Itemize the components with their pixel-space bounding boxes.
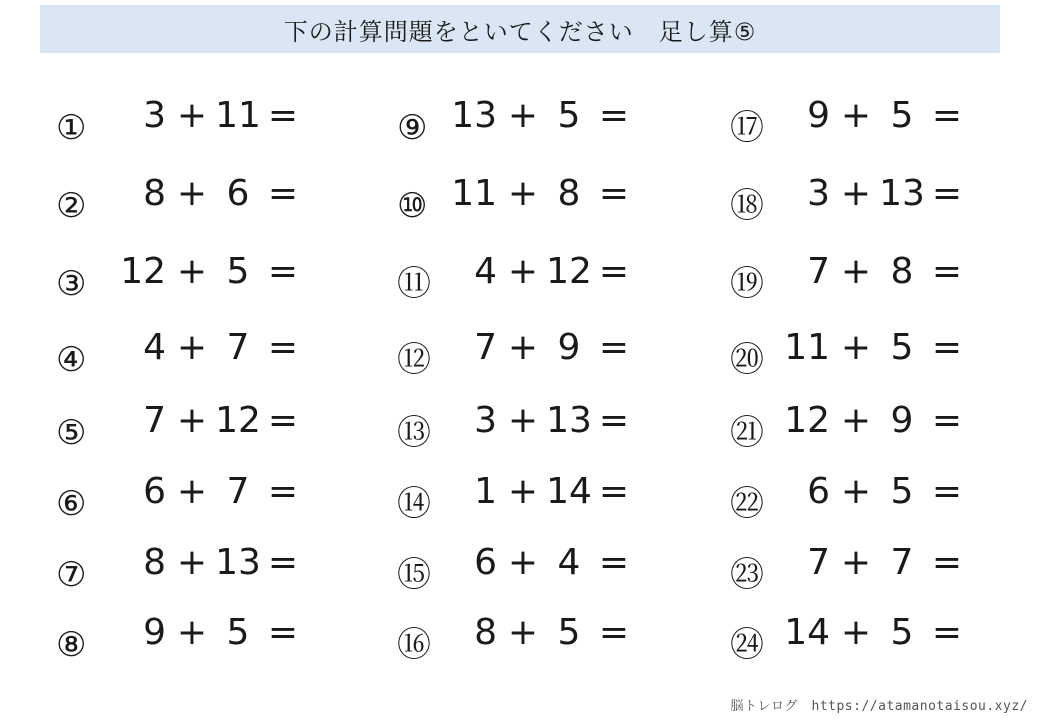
equals-sign: =	[267, 327, 299, 368]
problem-item	[397, 327, 717, 382]
problem-item	[730, 95, 1040, 150]
equals-sign: =	[598, 251, 630, 292]
operand-b: 5	[890, 612, 914, 653]
problem-item	[397, 542, 717, 597]
problem-number: ㉓	[730, 555, 764, 595]
equals-sign: =	[931, 400, 963, 441]
problem-number: ②	[56, 186, 87, 226]
problem-item	[56, 327, 376, 382]
operand-a: 6	[807, 471, 830, 512]
problem-item	[730, 612, 1040, 667]
problem-item	[397, 95, 717, 150]
problem-number: ④	[56, 340, 87, 380]
problem-item	[56, 251, 376, 306]
operand-b: 7	[226, 471, 250, 512]
problem-item	[730, 251, 1040, 306]
plus-sign: +	[507, 612, 539, 653]
equals-sign: =	[931, 95, 963, 136]
operand-a: 8	[143, 173, 166, 214]
operand-b: 13	[879, 173, 925, 214]
operand-a: 3	[807, 173, 830, 214]
operand-a: 1	[474, 471, 497, 512]
equals-sign: =	[267, 612, 299, 653]
operand-b: 6	[226, 173, 250, 214]
operand-b: 4	[557, 542, 581, 583]
problem-number: ①	[56, 108, 87, 148]
operand-b: 13	[215, 542, 261, 583]
equals-sign: =	[598, 173, 630, 214]
equals-sign: =	[598, 471, 630, 512]
problem-number: ⑩	[397, 186, 428, 226]
operand-a: 7	[143, 400, 166, 441]
problem-number: ㉒	[730, 484, 764, 524]
equals-sign: =	[931, 612, 963, 653]
equals-sign: =	[267, 542, 299, 583]
problem-item	[730, 327, 1040, 382]
problem-number: ⑭	[397, 484, 431, 524]
plus-sign: +	[507, 327, 539, 368]
operand-b: 5	[226, 612, 250, 653]
operand-a: 8	[143, 542, 166, 583]
operand-a: 12	[120, 251, 166, 292]
operand-b: 14	[546, 471, 592, 512]
problem-number: ⑰	[730, 108, 764, 148]
plus-sign: +	[507, 251, 539, 292]
equals-sign: =	[598, 542, 630, 583]
plus-sign: +	[840, 95, 872, 136]
problem-item	[730, 471, 1040, 526]
operand-a: 7	[807, 251, 830, 292]
plus-sign: +	[507, 471, 539, 512]
plus-sign: +	[507, 173, 539, 214]
problem-number: ⑮	[397, 555, 431, 595]
problem-number: ⑲	[730, 264, 764, 304]
problem-item	[56, 173, 376, 228]
plus-sign: +	[176, 251, 208, 292]
problem-item	[397, 173, 717, 228]
problem-item	[397, 251, 717, 306]
problem-number: ㉑	[730, 413, 764, 453]
operand-a: 8	[474, 612, 497, 653]
problem-item	[397, 400, 717, 455]
operand-a: 9	[807, 95, 830, 136]
operand-a: 9	[143, 612, 166, 653]
operand-b: 5	[557, 612, 581, 653]
plus-sign: +	[176, 542, 208, 583]
operand-a: 4	[143, 327, 166, 368]
problem-item	[397, 471, 717, 526]
equals-sign: =	[598, 95, 630, 136]
operand-a: 11	[784, 327, 830, 368]
operand-a: 13	[451, 95, 497, 136]
problem-item	[730, 400, 1040, 455]
equals-sign: =	[931, 251, 963, 292]
operand-b: 5	[226, 251, 250, 292]
problem-item	[397, 612, 717, 667]
operand-b: 5	[890, 471, 914, 512]
equals-sign: =	[598, 327, 630, 368]
operand-b: 7	[226, 327, 250, 368]
plus-sign: +	[840, 471, 872, 512]
worksheet-title: 下の計算問題をといてください 足し算⑤	[40, 5, 1000, 53]
operand-a: 6	[143, 471, 166, 512]
problem-number: ⑨	[397, 108, 428, 148]
plus-sign: +	[507, 400, 539, 441]
plus-sign: +	[176, 612, 208, 653]
problem-item	[730, 542, 1040, 597]
plus-sign: +	[840, 173, 872, 214]
problem-number: ⑥	[56, 484, 87, 524]
problem-item	[56, 542, 376, 597]
operand-b: 12	[215, 400, 261, 441]
operand-a: 3	[474, 400, 497, 441]
problem-number: ⑬	[397, 413, 431, 453]
operand-b: 8	[890, 251, 914, 292]
plus-sign: +	[840, 251, 872, 292]
problem-item	[56, 612, 376, 667]
plus-sign: +	[176, 471, 208, 512]
problem-number: ㉔	[730, 625, 764, 665]
plus-sign: +	[176, 400, 208, 441]
equals-sign: =	[931, 542, 963, 583]
problem-number: ⑦	[56, 555, 87, 595]
site-credit: 脳トレログ https://atamanotaisou.xyz/	[730, 699, 1028, 714]
problem-number: ③	[56, 264, 87, 304]
equals-sign: =	[267, 95, 299, 136]
problem-number: ⑧	[56, 625, 87, 665]
operand-b: 5	[890, 95, 914, 136]
problem-item	[56, 95, 376, 150]
operand-b: 8	[557, 173, 581, 214]
operand-a: 7	[474, 327, 497, 368]
equals-sign: =	[267, 251, 299, 292]
operand-b: 11	[215, 95, 261, 136]
equals-sign: =	[267, 173, 299, 214]
operand-a: 4	[474, 251, 497, 292]
operand-a: 6	[474, 542, 497, 583]
operand-b: 12	[546, 251, 592, 292]
operand-b: 7	[890, 542, 914, 583]
operand-b: 5	[557, 95, 581, 136]
operand-b: 13	[546, 400, 592, 441]
plus-sign: +	[507, 542, 539, 583]
plus-sign: +	[507, 95, 539, 136]
problem-number: ⑫	[397, 340, 431, 380]
plus-sign: +	[176, 327, 208, 368]
equals-sign: =	[931, 471, 963, 512]
equals-sign: =	[931, 327, 963, 368]
problem-item	[56, 471, 376, 526]
plus-sign: +	[840, 327, 872, 368]
problem-number: ⑯	[397, 625, 431, 665]
plus-sign: +	[840, 400, 872, 441]
problem-item	[56, 400, 376, 455]
operand-a: 12	[784, 400, 830, 441]
problem-item	[730, 173, 1040, 228]
equals-sign: =	[267, 471, 299, 512]
equals-sign: =	[598, 400, 630, 441]
plus-sign: +	[840, 542, 872, 583]
problem-number: ⑪	[397, 264, 431, 304]
equals-sign: =	[267, 400, 299, 441]
plus-sign: +	[176, 95, 208, 136]
equals-sign: =	[598, 612, 630, 653]
operand-a: 11	[451, 173, 497, 214]
plus-sign: +	[840, 612, 872, 653]
operand-a: 7	[807, 542, 830, 583]
operand-b: 5	[890, 327, 914, 368]
operand-b: 9	[557, 327, 581, 368]
problem-number: ⑤	[56, 413, 87, 453]
operand-b: 9	[890, 400, 914, 441]
equals-sign: =	[931, 173, 963, 214]
problem-number: ⑳	[730, 340, 764, 380]
problem-number: ⑱	[730, 186, 764, 226]
operand-a: 3	[143, 95, 166, 136]
operand-a: 14	[784, 612, 830, 653]
plus-sign: +	[176, 173, 208, 214]
